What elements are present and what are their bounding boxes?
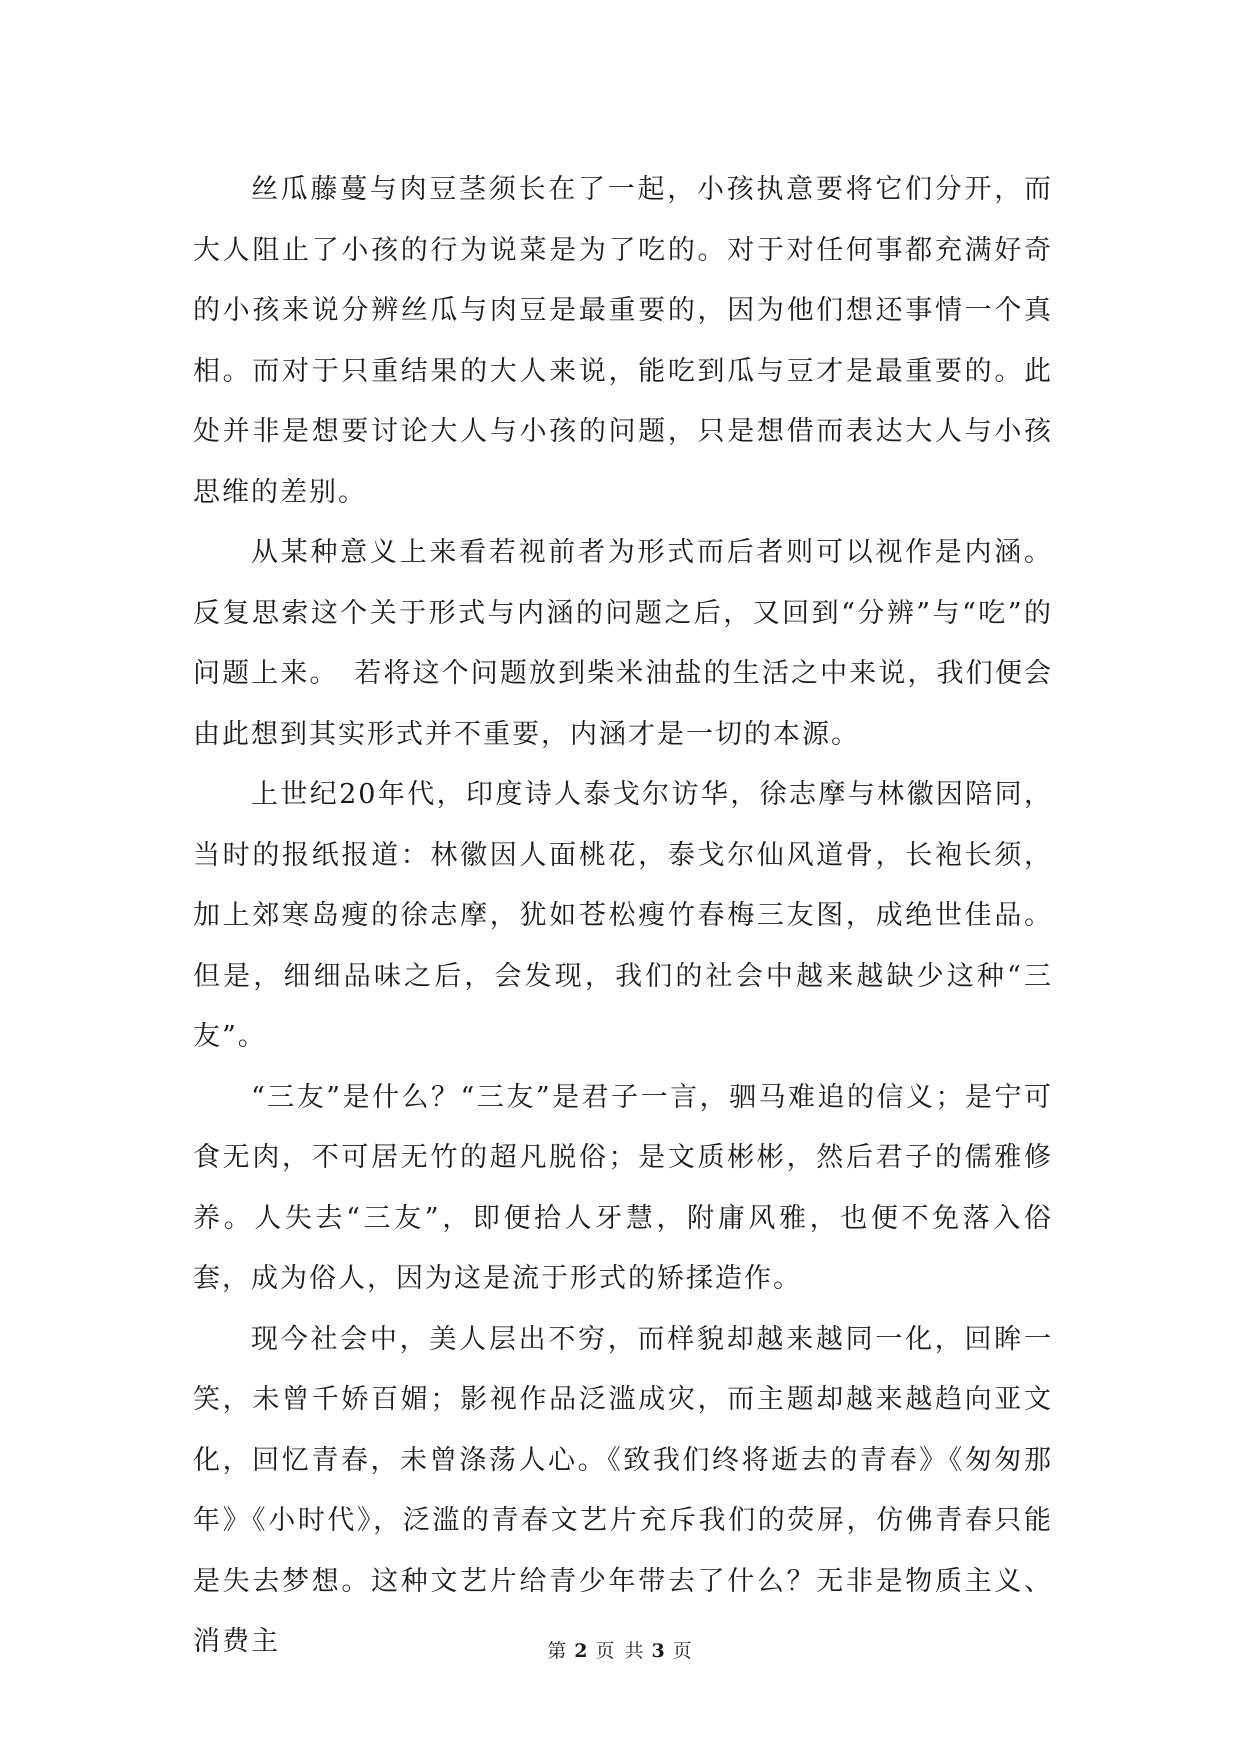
paragraph-2: 从某种意义上来看若视前者为形式而后者则可以视作是内涵。反复思索这个关于形式与内涵的问题之后，又回到“分辨”与“吃”的问题上来。 若将这个问题放到柴米油盐的生活之中来说，我们便会由此想到其实形式并不重要，内涵才是一切的本源。: [193, 537, 1053, 750]
document-body: [193, 160, 1053, 1673]
paragraph-1: 丝瓜藤蔓与肉豆茎须长在了一起，小孩执意要将它们分开，而大人阻止了小孩的行为说菜是为了吃的。对于对任何事都充满好奇的小孩来说分辨丝瓜与肉豆是最重要的，因为他们想还事情一个真相。而对于只重结果的大人来说，能吃到瓜与豆才是最重要的。此处并非是想要讨论大人与小孩的问题，只是想借而表达大人与小孩思维的差别。: [193, 174, 1053, 508]
paragraph-5: 现今社会中，美人层出不穷，而样貌却越来越同一化，回眸一笑，未曾千娇百媚；影视作品泛滥成灾，而主题却越来越趋向亚文化，回忆青春，未曾涤荡人心。《致我们终将逝去的青春》《匆匆那年》《小时代》，泛滥的青春文艺片充斥我们的荧屏，仿佛青春只能是失去梦想。这种文艺片给青少年带去了什么？无非是物质主义、消费主: [193, 1323, 1053, 1657]
page-footer: [0, 1636, 1241, 1663]
footer-page-number: 2: [574, 1640, 590, 1662]
paragraph-4: “三友”是什么？“三友”是君子一言，驷马难追的信义；是宁可食无肉，不可居无竹的超凡脱俗；是文质彬彬，然后君子的儒雅修养。人失去“三友”，即便拾人牙慧，附庸风雅，也便不免落入俗套，成为俗人，因为这是流于形式的矫揉造作。: [193, 1081, 1053, 1294]
footer-middle: 页 共: [595, 1640, 646, 1662]
footer-total-pages: 3: [651, 1640, 667, 1662]
footer-suffix: 页: [672, 1640, 694, 1662]
footer-prefix: 第: [547, 1640, 569, 1662]
paragraph-3: 上世纪20年代，印度诗人泰戈尔访华，徐志摩与林徽因陪同，当时的报纸报道：林徽因人面桃花，泰戈尔仙风道骨，长袍长须，加上郊寒岛瘦的徐志摩，犹如苍松瘦竹春梅三友图，成绝世佳品。但是，细细品味之后，会发现，我们的社会中越来越缺少这种“三友”。: [193, 779, 1053, 1052]
